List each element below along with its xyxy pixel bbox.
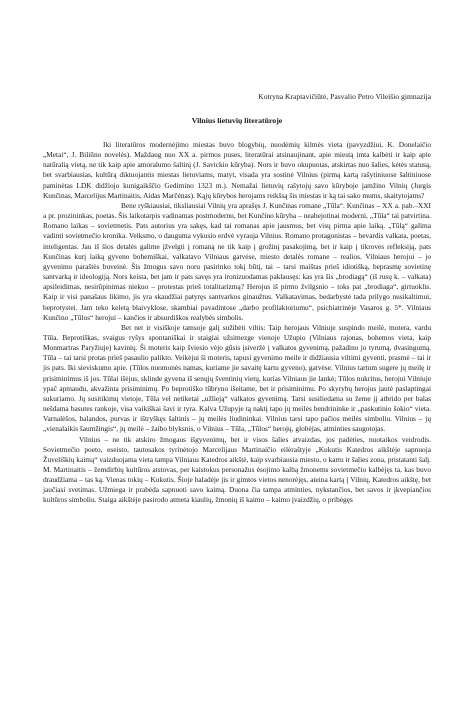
paragraph-2: Bene ryškiausiai, tiksliausiai Vilnių yra aprašęs J. Kunčinas romane „Tūla“. Kunčinas – XX a. pab.–XXI a pr. prozininkas, poetas. Šis laikotarpis vadinamas postmodernu, bet Kunčino kūryba – neabejotinai moderni, „Tūla“ tai patvirtina. Romano laikas – sovietmetis. Pats autorius yra sakęs, kad tai romanas apie jausmus, bet visų pirma apie laiką. „Tūlą“ galima vadinti sovietmečio kronika. Veiksmo, o dauguma vykusio erdvė vyrauja Vilnius. Romano protagonistas – bevardis valkata, poetas, inteligentas. Jau iš šios detalės galime įžvelgti į romaną ne tik kaip į grožinį pasakojimą, bet ir kaip į tikroves refleksiją, pats Kunčinas kurį laiką gyveno bohemiškai, valkatavo Vilniaus gatvėse, miesto detalės romane – realios. Vilniaus herojui – jo gyvenimo paraštės buveinė. Šis žmogus savo noru pasirinko tokį būtį, tai – tarsi maištas prieš idiotišką, beprasmę sovietinę santvarką ir ideologiją. Nors keista, bet jam ir pats savęs yra ironizuodamas paklausęs: kas yra šis „brodiagą“ (iš rusų k. – valkata) apsileidimas, nesirūpinimas niekuo – protestas prieš totalitarizmą? Herojus iš pirmo žvilgsnio – toks pat „brodiaga“, girtuoklis. Kaip ir visi panašaus likimo, jis yra skaudžiai patyręs santvarkos ginaužtus. Valkatavimas, bedarbystė tada prilygo nusikaltimui, beprotystei. Jam teko keletą blaivyklose, skambiai pavadintose „darbo profilaktoriumu“, psichiatrinėje Vasaros g. 5*. Vilniaus Kunčino „Tūlos“ herojui – kančios ir absurdiškos realybės simbolis. [43, 200, 431, 322]
document-body [43, 140, 431, 506]
document-page [0, 92, 474, 724]
paragraph-1: Iki literatūros modernėjimo miestas buvo blogybių, nuodėmių kilmės vieta (pavyzdžiui, K. Donelaičio „Metai“, J. Biliūno novelės). Maždaug nuo XX a. pirmos puses, literatūrai atsinaujinant, apie miestą imta kalbėti ir kaip apie natūralią vietą, ne tik kaip apie amoralumo šaltinį (J. Savickio kūryba). Nors ir buvo okupuotas, atskirtas nuo šalies, kėtės statusą, bet svarbiausias, kultūrą diktuojantis miestas lietuviams, matyt, visada yra sostinė Vilnius (pirmą kartą rašytiniuose šaltiniuose paminėtas LDK didžiojo kunigaikščio Gedimino 1323 m.). Nemažai lietuvių rašytojų savo kūryboje įamžino Vilnių (Jurgis Kunčinas, Marcelijus Martinaitis, Aidas Marčėnas). Kąjų kūrybos herojams reikšsą šis miestas ir ką tai sako mums, skaitytojams? [43, 140, 431, 200]
author-line: Kotryna Kraptavičiūtė, Pasvalio Petro Vileišio gimnazija [258, 92, 431, 101]
paragraph-4: Vilnius – ne tik atskiro žmogaus išgyvenimų, bet ir visos šalies atvaizdas, jos padėties, nuotaikos veidrodis. Sovietmečio poeto, eseisto, tautosakos tyrinėtojo Marcelijaus Martinaičio eilėraštyje „Kukutis Katedros aikštėje sapnuoja Žuveliškių kaimą“ vaizduojama vieta tampa Vilniaus Katedros aikštė, kaip svarbiausia miesto, o kartu ir šalies zona, pristatanti šalį. M. Martinaitis – žemdirbių kultūros atstovas, per kaistokus personažus ėsojimo kalbą žmonems sovietmečio kalbėjęs ta, kas buvo draudžiama – tas ką. Vienas tokių – Kukutis. Šioje baladėje jis ir gimtos vietos nenorėjęs, ateina kartą į Vilnių, Katedros aikštę, bet jaučiasi svetimas. Užmiega ir prabėda sapnuoti savo kaimą. Duona čia tampa atminties, nykstančios, bet savos ir įkvepiančios kultūros simboliu. Staiga aikštėje pasirodo atmeta kiaulių, žmonių iš kaimo – kaimo įvaizdžių, o pribėgęs [43, 434, 431, 505]
document-title: Vilnius lietuvių literatūroje [191, 116, 283, 125]
paragraph-3: Bet net ir visiškoje tamsoje galį sužibėti viltis: Taip herojaus Vilniuje suspindo meilė, motera, vardu Tūla. Beprotiškas, svaigus ryšys spontaniškai ir staigiai užsimezge vienoje Užupio (Vilniaus rajonas, bohemos vieta, kaip Monmartras Paryžiuje) kavinių. Ši moteris kaip šviesio vėjo gūsis įsiveržė į valkatos gyvenimą, pažadino jo tyrumą, dvasingumą. Tūla – tai tarsi protas prieš pasaulio palikto. Veikėjui ši moteris, tapusi gyvenimo meile ir didžiausia viltimi gyventi, prasmė – tai ir jis pats. Iki sieviskumo apie. (Tūlos nuomonės namas, kuriame jie savaitę kartu gyveno), gatvėse. Vilnius tartum sugere jų meilę ir prisiminimus iš jos. Tūlai išėjus, sklinde gyvena iš senųjų šventinių vietų, kurias Vilniaus jie lankė; Tūlos nukritus, herojui Vilniuje ypač apmaudu, akvažinta prisiminimų. Po beprotiško tūbryno išeitame, bet ir prisiminimu. Po skyrybų herojus jautė paslaptingai sukuriamo. Jų susitikimų vietoje, Tūla vel netiketai „užlieją“ valkatos gyvenimą. Tarsi susiliedama su žeme jį atbrido per balas nešdama basutes rankoje, visa vaikiškai šavi ir tyra. Kalva Užupyje tą naktį tapo jų meilės bendrininke ir „paskutinio šokio“ vieta. Varnalėšos, balandos, purvas ir ištryškęs šaltinis – jų meilės liudininkai. Vilnius tarsi tapo pačios meilės simboliu. Vilnius – jų „vienalaikis šaumžingis“, jų meilė – žaibo blyksnis, o Vilnius – Tūla, „Tūlos“ herojų, globėjas, atminties saugotojas. [43, 322, 431, 434]
